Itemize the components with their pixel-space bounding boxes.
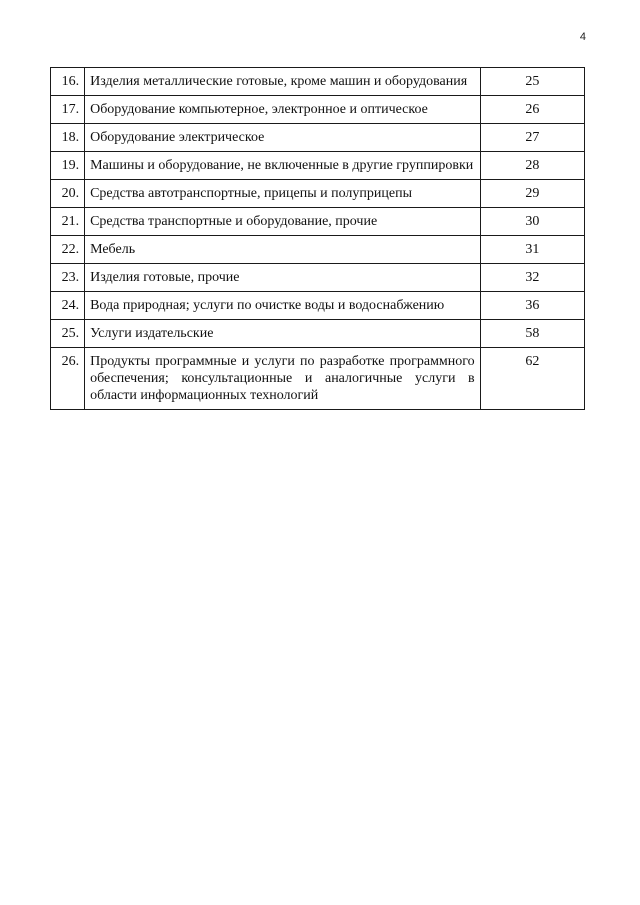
row-page: 27 <box>480 124 584 152</box>
table-row <box>51 124 585 152</box>
row-page: 30 <box>480 208 584 236</box>
row-title: Средства автотранспортные, прицепы и полуприцепы <box>85 180 481 208</box>
table-row <box>51 96 585 124</box>
row-title: Мебель <box>85 236 481 264</box>
table-row <box>51 320 585 348</box>
row-page: 28 <box>480 152 584 180</box>
row-number: 22. <box>51 236 85 264</box>
table-row <box>51 292 585 320</box>
row-title: Продукты программные и услуги по разработке программного обеспечения; консультационные и аналогичные услуги в области информационных технологий <box>85 348 481 410</box>
row-number: 21. <box>51 208 85 236</box>
row-title: Изделия готовые, прочие <box>85 264 481 292</box>
row-number: 18. <box>51 124 85 152</box>
row-number: 17. <box>51 96 85 124</box>
row-title: Изделия металлические готовые, кроме машин и оборудования <box>85 68 481 96</box>
row-page: 58 <box>480 320 584 348</box>
row-page: 26 <box>480 96 584 124</box>
table-row <box>51 68 585 96</box>
row-number: 23. <box>51 264 85 292</box>
row-number: 20. <box>51 180 85 208</box>
row-page: 62 <box>480 348 584 410</box>
row-title: Оборудование компьютерное, электронное и оптическое <box>85 96 481 124</box>
row-number: 16. <box>51 68 85 96</box>
row-page: 25 <box>480 68 584 96</box>
row-title: Оборудование электрическое <box>85 124 481 152</box>
row-number: 26. <box>51 348 85 410</box>
table-row <box>51 180 585 208</box>
table-row <box>51 236 585 264</box>
contents-table <box>50 67 585 410</box>
table-row <box>51 208 585 236</box>
row-page: 32 <box>480 264 584 292</box>
table-row <box>51 152 585 180</box>
row-title: Услуги издательские <box>85 320 481 348</box>
row-page: 31 <box>480 236 584 264</box>
page-number: 4 <box>579 31 586 43</box>
table-row <box>51 348 585 410</box>
row-page: 29 <box>480 180 584 208</box>
table-row <box>51 264 585 292</box>
row-title: Средства транспортные и оборудование, прочие <box>85 208 481 236</box>
row-number: 25. <box>51 320 85 348</box>
row-number: 19. <box>51 152 85 180</box>
row-page: 36 <box>480 292 584 320</box>
row-number: 24. <box>51 292 85 320</box>
row-title: Машины и оборудование, не включенные в другие группировки <box>85 152 481 180</box>
row-title: Вода природная; услуги по очистке воды и водоснабжению <box>85 292 481 320</box>
